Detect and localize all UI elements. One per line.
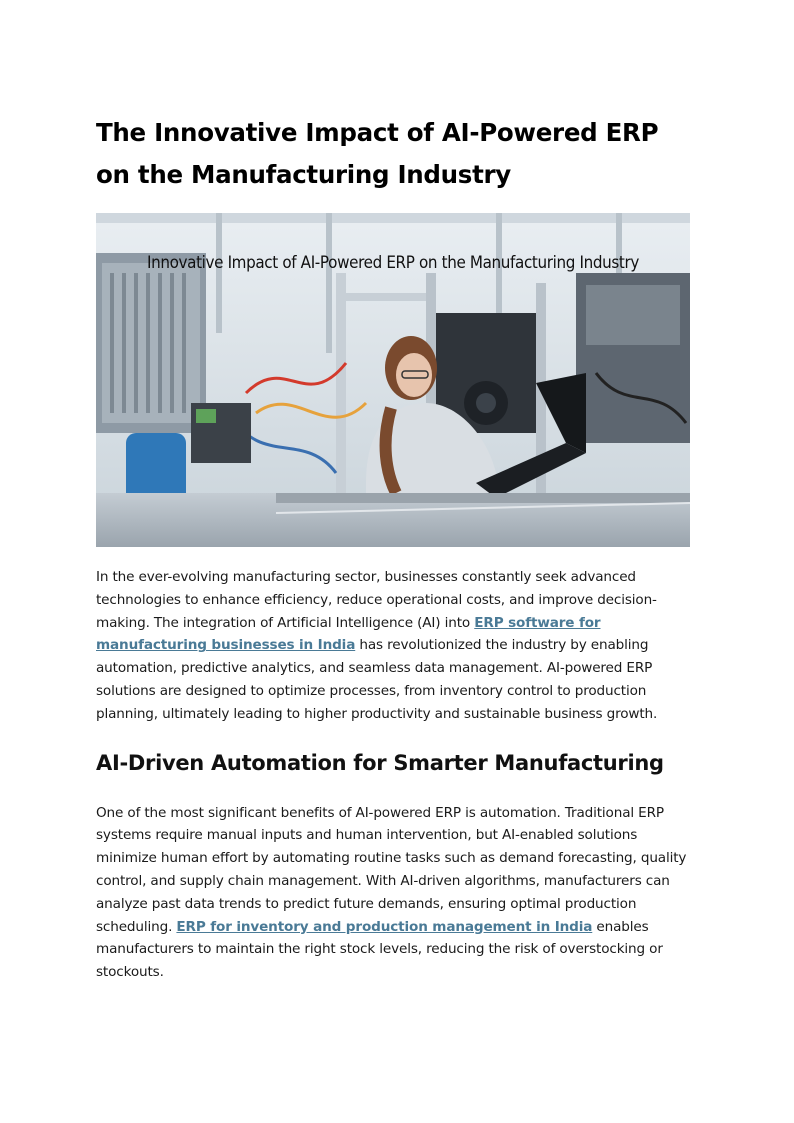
intro-text-after: has revolutionized the industry by enabling automation, predictive analytics, and seamless data management. AI-powered ERP solutions are designed to optimize processes, from inventory control to production planning, ultimately leading to higher productivity and sustainable business growth. [96,637,658,722]
section-text-after: enables manufacturers to maintain the right stock levels, reducing the risk of overstocking or stockouts. [96,918,663,981]
section-text-before: One of the most significant benefits of AI-powered ERP is automation. Traditional ERP systems require manual inputs and human intervention, but AI-enabled solutions minimize human effort by automating routine tasks such as demand forecasting, quality control, and supply chain management. With AI-driven algorithms, manufacturers can analyze past data trends to predict future demands, ensuring optimal production scheduling. [96,804,687,935]
section-heading: AI-Driven Automation for Smarter Manufacturing [96,750,664,775]
intro-paragraph [96,566,696,726]
erp-inventory-link[interactable]: ERP for inventory and production management in India [176,918,593,935]
document-page [96,112,696,984]
section-paragraph [96,802,696,984]
intro-text-before: In the ever-evolving manufacturing sector, businesses constantly seek advanced technologies to enhance efficiency, reduce operational costs, and improve decision-making. The integration of Artificial Intelligence (AI) into [96,569,657,631]
erp-software-link[interactable]: ERP software for manufacturing businesses in India [96,614,601,654]
page-title: The Innovative Impact of AI-Powered ERP on the Manufacturing Industry [96,118,659,189]
hero-image [96,213,690,547]
hero-caption: Innovative Impact of AI-Powered ERP on the Manufacturing Industry [147,253,639,272]
